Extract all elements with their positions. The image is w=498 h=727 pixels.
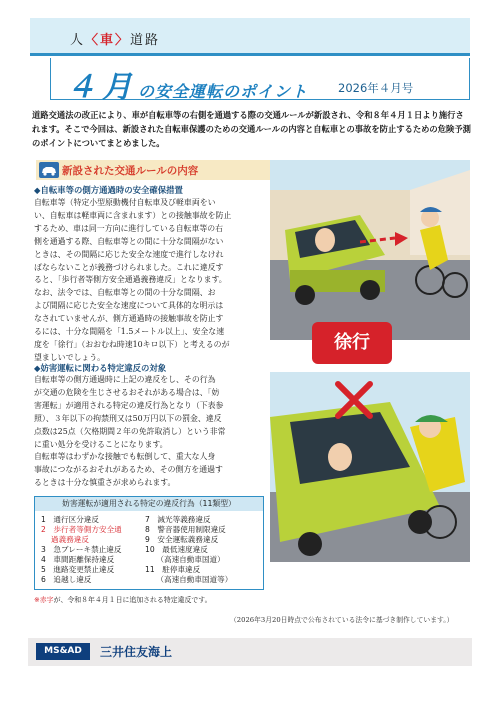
rule2-heading: ◆妨害運転に関わる特定違反の対象 (34, 363, 167, 373)
company-name: 三井住友海上 (100, 645, 173, 659)
violation-item: （高速自動車国道等） (145, 575, 233, 584)
violations-right-column (145, 515, 232, 585)
rule1-text: 自転車等（特定小型原動機付自転車及び軽車両をい い、自転車は軽車両に含まれます）との接触事故を防止 するため、車は同一方向に進行している自転車等の右 側を通過する際、自転車等との間に十分な間隔がない ときは、その間隔に応じた安全な速度で進行しなけれ ばならないことが義務づけられました。これに違反す ると、「歩行者等側方安全通過義務違反」となります。 なお、法令では、自転車等との間の十分な間隔、お よび間隔に応じた安全な速度について具体的な明示は なされていませんが、側方通過時の接触事故を防止す るには、十分な間隔を「1.5メートル以上」、安全な速 度を「徐行」（おおむね時速10キロ以下）と考えるのが 望ましいでしょう。 (34, 198, 232, 362)
violation-item: 4 車間距離保持違反 (41, 555, 115, 564)
violation-item: 3 急ブレーキ禁止違反 (41, 545, 122, 554)
violation-item: 6 追越し違反 (41, 575, 92, 584)
header-band (30, 18, 470, 54)
intro-paragraph: 道路交通法の改正により、車が自転車等の右側を通過する際の交通ルールが新設され、令和８年４月１日より施行されます。そこで今回は、新設された自転車保護のための交通ルールの内容と自転車との事故を防止するための危険予測のポイントについてまとめました。 (32, 110, 471, 148)
violation-item: 2 歩行者等側方安全通 (41, 525, 122, 534)
rule1-heading: ◆自転車等の側方通過時の安全確保措置 (34, 185, 183, 195)
header-subtitle-highlight: 〈車〉 (85, 33, 131, 48)
violation-item: 5 進路変更禁止違反 (41, 565, 115, 574)
slow-down-badge: 徐行 (312, 322, 392, 364)
car-icon (39, 162, 59, 178)
issue-label: 2026年４月号 (338, 81, 414, 95)
section-header (36, 160, 276, 180)
header-subtitle: 人〈車〉道路 (70, 33, 161, 48)
rule2-text: 自転車等の側方通過時に上記の違反をし、その行為 が交通の危険を生じさせるおそれがある場合は、「妨 害運転」が適用される特定の違反行為となり（下表参 照）、３年以下の拘禁刑又は50万円以下の罰金、違反 点数は25点（欠格期間２年の免許取消し）という非常 に重い処分を受けることになります。 自転車等はわずかな接触でも転倒して、重大な人身 事故につながるおそれがあるため、その側方を通過す るときは十分な慎重さが求められます。 (34, 375, 226, 488)
illustration-safe-passing (270, 160, 470, 340)
illustration-dangerous-passing (270, 372, 470, 562)
footer-bar (28, 638, 472, 666)
msad-logo: MS&AD (36, 643, 90, 660)
violations-left-column (41, 515, 122, 585)
violation-item: 過義務違反 (41, 535, 89, 544)
footnote: （2026年3月20日時点で公布されている法令に基づき制作しています。） (230, 616, 454, 624)
violation-item: （高速自動車国道） (145, 555, 225, 564)
section-title: 新設された交通ルールの内容 (62, 165, 199, 177)
violations-title: 妨害運転が適用される特定の違反行為（11類型） (35, 497, 263, 511)
page-title: ４月の安全運転のポイント (66, 70, 309, 105)
violation-item: 7 減光等義務違反 (145, 515, 211, 524)
violation-item: 11 駐停車違反 (145, 565, 201, 574)
violations-table (34, 496, 264, 590)
violation-item: 8 警音器使用制限違反 (145, 525, 226, 534)
header-divider (30, 53, 470, 56)
violation-item: 10 最低速度違反 (145, 545, 208, 554)
violation-item: 9 安全運転義務違反 (145, 535, 219, 544)
violation-item: 1 通行区分違反 (41, 515, 99, 524)
violations-note: ※赤字が、令和８年４月１日に追加される特定違反です。 (34, 596, 212, 604)
